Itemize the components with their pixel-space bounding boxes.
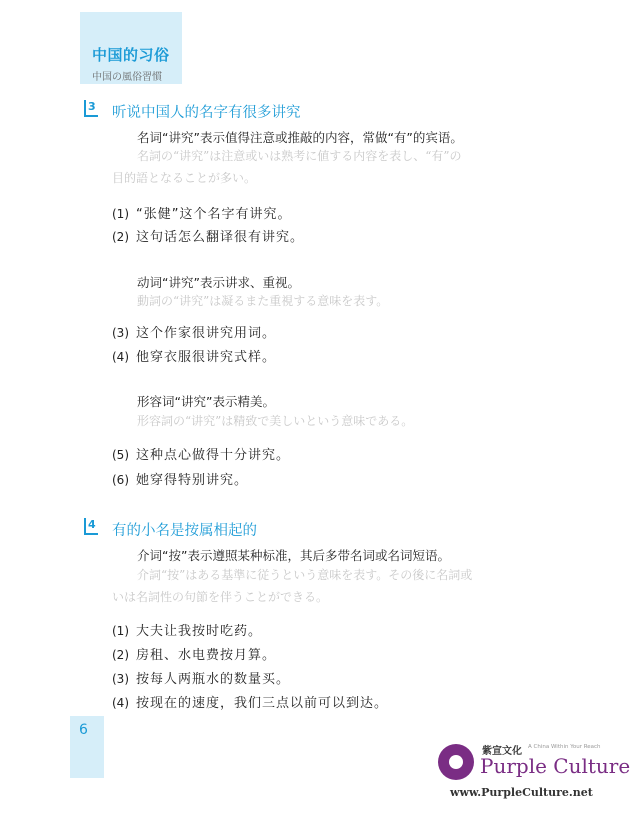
logo-url: www.PurpleCulture.net bbox=[450, 786, 593, 799]
example-number: (4) bbox=[112, 350, 129, 364]
section-number: 3 bbox=[84, 100, 98, 117]
example-sentence bbox=[112, 644, 276, 663]
example-sentence bbox=[112, 322, 276, 341]
book-subtitle: 中国の風俗習慣 bbox=[92, 72, 162, 83]
example-sentence bbox=[112, 668, 290, 687]
grammar-explanation: 名词“讲究”表示值得注意或推敲的内容，常做“有”的宾语。 bbox=[137, 130, 463, 145]
example-text: 按每人两瓶水的数量买。 bbox=[136, 672, 291, 687]
page-number: 6 bbox=[79, 722, 88, 738]
example-sentence bbox=[112, 469, 248, 488]
example-number: (3) bbox=[112, 672, 129, 686]
japanese-translation: 形容詞の“讲究”は精致で美しいという意味である。 bbox=[137, 414, 414, 428]
example-number: (6) bbox=[112, 473, 129, 487]
logo-chinese-name: 紫宣文化 bbox=[482, 746, 522, 757]
example-text: 他穿衣服很讲究式样。 bbox=[136, 350, 277, 365]
example-sentence bbox=[112, 346, 276, 365]
logo-icon bbox=[438, 744, 474, 780]
example-number: (2) bbox=[112, 230, 129, 244]
example-text: 这个作家很讲究用词。 bbox=[136, 326, 277, 341]
example-text: 这种点心做得十分讲究。 bbox=[136, 448, 291, 463]
example-number: (2) bbox=[112, 648, 129, 662]
example-number: (1) bbox=[112, 207, 129, 221]
japanese-translation: 介詞“按”はある基準に従うという意味を表す。その後に名詞或 bbox=[137, 568, 473, 582]
example-sentence bbox=[112, 620, 262, 639]
japanese-translation: 名詞の“讲究”は注意或いは熟考に値する内容を表し、“有”の bbox=[137, 149, 462, 163]
logo-brand-name: Purple Culture bbox=[480, 754, 630, 778]
example-text: 这句话怎么翻译很有讲究。 bbox=[136, 230, 305, 245]
logo-tagline: A China Within Your Reach bbox=[528, 744, 601, 750]
example-number: (3) bbox=[112, 326, 129, 340]
section-title: 听说中国人的名字有很多讲究 bbox=[112, 105, 301, 121]
japanese-translation: 目的語となることが多い。 bbox=[112, 171, 257, 185]
grammar-explanation: 动词“讲究”表示讲求、重视。 bbox=[137, 275, 300, 290]
section-number: 4 bbox=[84, 518, 98, 535]
grammar-explanation: 介词“按”表示遵照某种标准，其后多带名词或名词短语。 bbox=[137, 548, 450, 563]
example-number: (5) bbox=[112, 448, 129, 462]
example-text: 房租、水电费按月算。 bbox=[136, 648, 277, 663]
japanese-translation: 動詞の“讲究”は凝るまた重視する意味を表す。 bbox=[137, 294, 389, 308]
example-text: 大夫让我按时吃药。 bbox=[136, 624, 263, 639]
example-sentence bbox=[112, 203, 291, 222]
watermark-logo bbox=[436, 742, 630, 802]
grammar-explanation: 形容词“讲究”表示精美。 bbox=[137, 394, 275, 409]
example-sentence bbox=[112, 444, 290, 463]
example-number: (1) bbox=[112, 624, 129, 638]
section-title: 有的小名是按属相起的 bbox=[112, 523, 257, 539]
example-text: “张健”这个名字有讲究。 bbox=[136, 207, 292, 222]
japanese-translation: いは名詞性の句節を伴うことができる。 bbox=[112, 590, 329, 604]
example-sentence bbox=[112, 226, 304, 245]
book-title: 中国的习俗 bbox=[92, 46, 170, 64]
example-text: 她穿得特别讲究。 bbox=[136, 473, 249, 488]
example-number: (4) bbox=[112, 696, 129, 710]
example-text: 按现在的速度，我们三点以前可以到达。 bbox=[136, 696, 389, 711]
example-sentence bbox=[112, 692, 388, 711]
